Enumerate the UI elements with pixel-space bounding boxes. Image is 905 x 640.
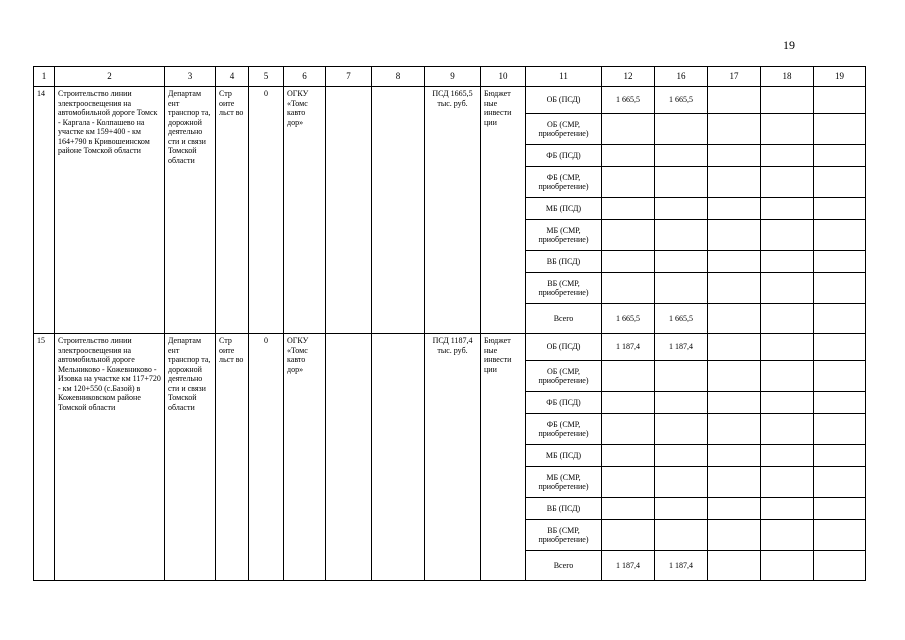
value-col-19	[814, 392, 866, 414]
value-col-17	[708, 145, 761, 167]
col-8-value	[372, 334, 425, 581]
value-col-17	[708, 498, 761, 520]
row-number: 14	[34, 87, 55, 334]
funding-source: МБ (ПСД)	[526, 445, 602, 467]
value-col-19	[814, 304, 866, 334]
value-col-18	[761, 467, 814, 498]
funding-source: ВБ (СМР, приобретение)	[526, 520, 602, 551]
column-header: 4	[216, 67, 249, 87]
value-col-17	[708, 334, 761, 361]
work-type: Стр оите льст во	[216, 334, 249, 581]
value-col-17	[708, 198, 761, 220]
column-header: 6	[284, 67, 326, 87]
value-col-12	[602, 114, 655, 145]
funding-source: ФБ (ПСД)	[526, 145, 602, 167]
customer: ОГКУ «Томс кавто дор»	[284, 87, 326, 334]
funding-source: ОБ (ПСД)	[526, 334, 602, 361]
page-number: 19	[783, 38, 795, 52]
value-col-16	[655, 361, 708, 392]
row-number: 15	[34, 334, 55, 581]
col-7-value	[326, 334, 372, 581]
value-col-18	[761, 304, 814, 334]
value-col-19	[814, 114, 866, 145]
col-7-value	[326, 87, 372, 334]
value-col-16	[655, 220, 708, 251]
value-col-12	[602, 167, 655, 198]
column-header: 18	[761, 67, 814, 87]
column-header: 8	[372, 67, 425, 87]
value-col-19	[814, 251, 866, 273]
col-8-value	[372, 87, 425, 334]
value-col-16	[655, 445, 708, 467]
value-col-12	[602, 198, 655, 220]
value-col-18	[761, 114, 814, 145]
value-col-19	[814, 145, 866, 167]
value-col-16	[655, 414, 708, 445]
column-header: 7	[326, 67, 372, 87]
department: Департам ент транспор та, дорожной деятельно сти и связи Томской области	[165, 87, 216, 334]
value-col-19	[814, 520, 866, 551]
funding-source: ФБ (СМР, приобретение)	[526, 167, 602, 198]
value-col-17	[708, 220, 761, 251]
value-col-19	[814, 198, 866, 220]
value-col-16	[655, 520, 708, 551]
value-col-19	[814, 334, 866, 361]
value-col-17	[708, 167, 761, 198]
investment-type: Бюджет ные инвести ции	[481, 87, 526, 334]
funding-source: МБ (СМР, приобретение)	[526, 467, 602, 498]
investment-type: Бюджет ные инвести ции	[481, 334, 526, 581]
funding-source: ВБ (ПСД)	[526, 498, 602, 520]
value-col-17	[708, 445, 761, 467]
value-col-12	[602, 220, 655, 251]
value-col-19	[814, 467, 866, 498]
col-5-value: 0	[249, 87, 284, 334]
value-col-16	[655, 198, 708, 220]
value-col-19	[814, 87, 866, 114]
funding-source: ВБ (СМР, приобретение)	[526, 273, 602, 304]
value-col-16: 1 665,5	[655, 87, 708, 114]
value-col-12	[602, 251, 655, 273]
value-col-12	[602, 361, 655, 392]
value-col-17	[708, 392, 761, 414]
value-col-18	[761, 167, 814, 198]
value-col-18	[761, 414, 814, 445]
value-col-19	[814, 220, 866, 251]
value-col-19	[814, 498, 866, 520]
value-col-17	[708, 273, 761, 304]
value-col-18	[761, 392, 814, 414]
funding-source: МБ (СМР, приобретение)	[526, 220, 602, 251]
value-col-17	[708, 304, 761, 334]
value-col-17	[708, 414, 761, 445]
value-col-18	[761, 334, 814, 361]
column-header: 1	[34, 67, 55, 87]
value-col-18	[761, 361, 814, 392]
value-col-17	[708, 251, 761, 273]
funding-source: Всего	[526, 551, 602, 581]
value-col-18	[761, 498, 814, 520]
value-col-19	[814, 361, 866, 392]
column-header: 2	[55, 67, 165, 87]
value-col-18	[761, 198, 814, 220]
value-col-18	[761, 145, 814, 167]
value-col-17	[708, 520, 761, 551]
column-header: 12	[602, 67, 655, 87]
column-header: 11	[526, 67, 602, 87]
value-col-17	[708, 467, 761, 498]
capacity: ПСД 1187,4 тыс. руб.	[425, 334, 481, 581]
funding-source: Всего	[526, 304, 602, 334]
table-row	[34, 334, 866, 361]
value-col-12	[602, 414, 655, 445]
column-header: 16	[655, 67, 708, 87]
column-header: 9	[425, 67, 481, 87]
object-name: Строительство линии электроосвещения на автомобильной дороге Мельниково - Кожевниково - Изовка на участке км 117+720 - км 120+550 (с.Базой) в Кожевниковском районе Томской области	[55, 334, 165, 581]
value-col-16	[655, 167, 708, 198]
value-col-18	[761, 220, 814, 251]
value-col-18	[761, 251, 814, 273]
value-col-12: 1 665,5	[602, 87, 655, 114]
funding-source: ФБ (ПСД)	[526, 392, 602, 414]
funding-source: ФБ (СМР, приобретение)	[526, 414, 602, 445]
funding-source: ОБ (СМР, приобретение)	[526, 114, 602, 145]
col-5-value: 0	[249, 334, 284, 581]
value-col-12: 1 665,5	[602, 304, 655, 334]
value-col-16	[655, 145, 708, 167]
value-col-18	[761, 520, 814, 551]
customer: ОГКУ «Томс кавто дор»	[284, 334, 326, 581]
value-col-17	[708, 551, 761, 581]
object-name: Строительство линии электроосвещения на автомобильной дороге Томск - Каргала - Колпашево на участке км 159+400 - км 164+790 в Кривошеинском районе Томской области	[55, 87, 165, 334]
value-col-12	[602, 392, 655, 414]
table-row	[34, 87, 866, 114]
value-col-16: 1 665,5	[655, 304, 708, 334]
value-col-12: 1 187,4	[602, 551, 655, 581]
value-col-19	[814, 551, 866, 581]
value-col-12	[602, 498, 655, 520]
value-col-16	[655, 467, 708, 498]
investment-table	[33, 66, 866, 581]
value-col-19	[814, 414, 866, 445]
work-type: Стр оите льст во	[216, 87, 249, 334]
column-header: 17	[708, 67, 761, 87]
column-header: 19	[814, 67, 866, 87]
value-col-16	[655, 392, 708, 414]
value-col-16	[655, 114, 708, 145]
value-col-19	[814, 273, 866, 304]
funding-source: ВБ (ПСД)	[526, 251, 602, 273]
column-header: 3	[165, 67, 216, 87]
value-col-19	[814, 167, 866, 198]
value-col-12	[602, 145, 655, 167]
value-col-19	[814, 445, 866, 467]
value-col-16: 1 187,4	[655, 551, 708, 581]
value-col-18	[761, 551, 814, 581]
column-header: 5	[249, 67, 284, 87]
value-col-17	[708, 114, 761, 145]
value-col-16	[655, 498, 708, 520]
value-col-17	[708, 87, 761, 114]
capacity: ПСД 1665,5 тыс. руб.	[425, 87, 481, 334]
value-col-16: 1 187,4	[655, 334, 708, 361]
value-col-12	[602, 520, 655, 551]
value-col-12	[602, 467, 655, 498]
value-col-18	[761, 273, 814, 304]
value-col-16	[655, 251, 708, 273]
department: Департам ент транспор та, дорожной деятельно сти и связи Томской области	[165, 334, 216, 581]
value-col-12	[602, 445, 655, 467]
value-col-12	[602, 273, 655, 304]
value-col-18	[761, 87, 814, 114]
funding-source: ОБ (ПСД)	[526, 87, 602, 114]
column-header-row	[34, 67, 866, 87]
column-header: 10	[481, 67, 526, 87]
value-col-18	[761, 445, 814, 467]
value-col-17	[708, 361, 761, 392]
value-col-16	[655, 273, 708, 304]
funding-source: МБ (ПСД)	[526, 198, 602, 220]
funding-source: ОБ (СМР, приобретение)	[526, 361, 602, 392]
value-col-12: 1 187,4	[602, 334, 655, 361]
